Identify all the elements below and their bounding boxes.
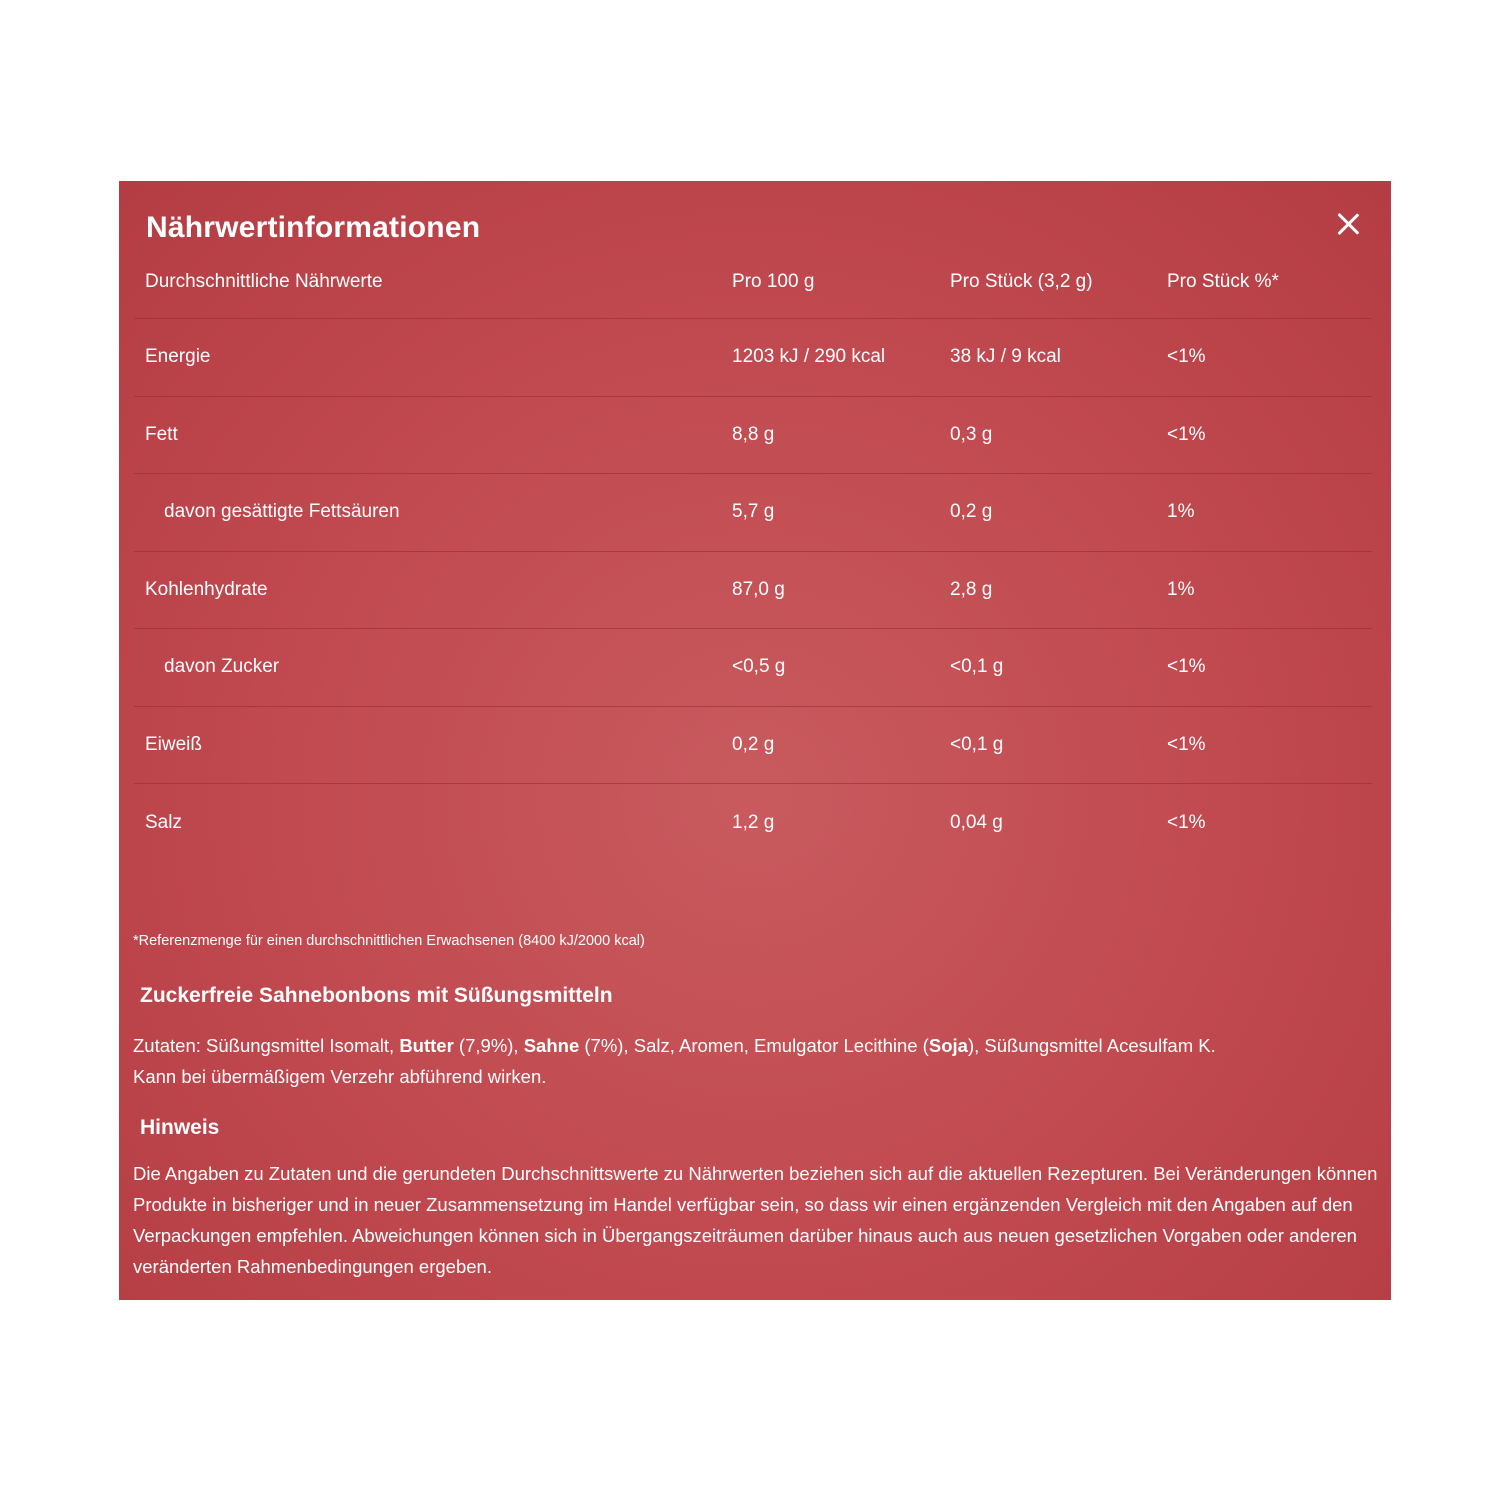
hint-text: Die Angaben zu Zutaten und die gerundeten Durchschnittswerte zu Nährwerten beziehen sich auf die aktuellen Rezepturen. Bei Veränderungen können Produkte in bisheriger und in neuer Zusammensetzung im Handel verfügbar sein, so dass wir einen ergänzenden Vergleich mit den Angaben auf den Verpackungen empfehlen. Abweichungen können sich in Übergangszeiträumen darüber hinaus auch aus neuen gesetzlichen Vorgaben oder anderen veränderten Rahmenbedingungen ergeben. bbox=[133, 1163, 1378, 1277]
nutrient-name: davon Zucker bbox=[164, 656, 280, 678]
nutrient-name: Salz bbox=[145, 811, 182, 833]
value-per-100g: 87,0 g bbox=[732, 578, 785, 600]
nutrient-name: Energie bbox=[145, 346, 211, 368]
value-per-100g: 0,2 g bbox=[732, 733, 775, 755]
value-per-piece: 0,3 g bbox=[950, 423, 993, 445]
product-title: Zuckerfreie Sahnebonbons mit Süßungsmitteln bbox=[140, 984, 613, 1007]
header-per-100g: Pro 100 g bbox=[732, 270, 815, 292]
value-per-piece: 2,8 g bbox=[950, 578, 993, 600]
ingredients-text bbox=[133, 1030, 1373, 1092]
header-nutrient: Durchschnittliche Nährwerte bbox=[145, 270, 383, 292]
value-percent: <1% bbox=[1167, 733, 1206, 755]
allergen-butter: Butter bbox=[399, 1035, 454, 1056]
ingredients-sahne-pct: (7%), Salz, Aromen, Emulgator Lecithine ( bbox=[579, 1035, 929, 1056]
header-per-piece-percent: Pro Stück %* bbox=[1167, 270, 1279, 292]
nutrient-name: Eiweiß bbox=[145, 733, 203, 755]
table-row bbox=[134, 784, 1372, 862]
allergen-sahne: Sahne bbox=[523, 1035, 580, 1056]
table-row bbox=[134, 552, 1372, 630]
value-per-100g: 8,8 g bbox=[732, 423, 775, 445]
value-per-piece: <0,1 g bbox=[950, 656, 1004, 678]
table-row bbox=[134, 629, 1372, 707]
value-per-100g: 1,2 g bbox=[732, 811, 775, 833]
nutrition-table bbox=[134, 245, 1372, 862]
value-per-piece: 0,2 g bbox=[950, 501, 993, 523]
value-per-100g: 1203 kJ / 290 kcal bbox=[732, 346, 886, 368]
value-percent: 1% bbox=[1167, 501, 1195, 523]
reference-footnote: *Referenzmenge für einen durchschnittlichen Erwachsenen (8400 kJ/2000 kcal) bbox=[133, 933, 645, 949]
value-per-100g: 5,7 g bbox=[732, 501, 775, 523]
nutrition-modal bbox=[119, 181, 1391, 1300]
table-row bbox=[134, 397, 1372, 475]
value-percent: 1% bbox=[1167, 578, 1195, 600]
ingredients-prefix: Zutaten: Süßungsmittel Isomalt, bbox=[133, 1035, 400, 1056]
allergen-soja: Soja bbox=[928, 1035, 968, 1056]
value-percent: <1% bbox=[1167, 811, 1206, 833]
nutrient-name: Kohlenhydrate bbox=[145, 578, 268, 600]
table-row bbox=[134, 319, 1372, 397]
modal-title: Nährwertinformationen bbox=[146, 211, 481, 244]
table-row bbox=[134, 474, 1372, 552]
close-icon[interactable] bbox=[1333, 209, 1363, 239]
value-percent: <1% bbox=[1167, 656, 1206, 678]
ingredients-suffix: ), Süßungsmittel Acesulfam K. bbox=[967, 1035, 1216, 1056]
table-row bbox=[134, 707, 1372, 785]
value-per-piece: 38 kJ / 9 kcal bbox=[950, 346, 1061, 368]
header-per-piece: Pro Stück (3,2 g) bbox=[950, 270, 1093, 292]
laxative-warning: Kann bei übermäßigem Verzehr abführend wirken. bbox=[133, 1066, 547, 1087]
ingredients-butter-pct: (7,9%), bbox=[453, 1035, 524, 1056]
nutrient-name: Fett bbox=[145, 423, 178, 445]
nutrient-name: davon gesättigte Fettsäuren bbox=[164, 501, 400, 523]
value-per-piece: <0,1 g bbox=[950, 733, 1004, 755]
table-header-row bbox=[134, 245, 1372, 319]
value-percent: <1% bbox=[1167, 346, 1206, 368]
value-per-piece: 0,04 g bbox=[950, 811, 1003, 833]
value-percent: <1% bbox=[1167, 423, 1206, 445]
value-per-100g: <0,5 g bbox=[732, 656, 786, 678]
hint-title: Hinweis bbox=[140, 1116, 220, 1139]
